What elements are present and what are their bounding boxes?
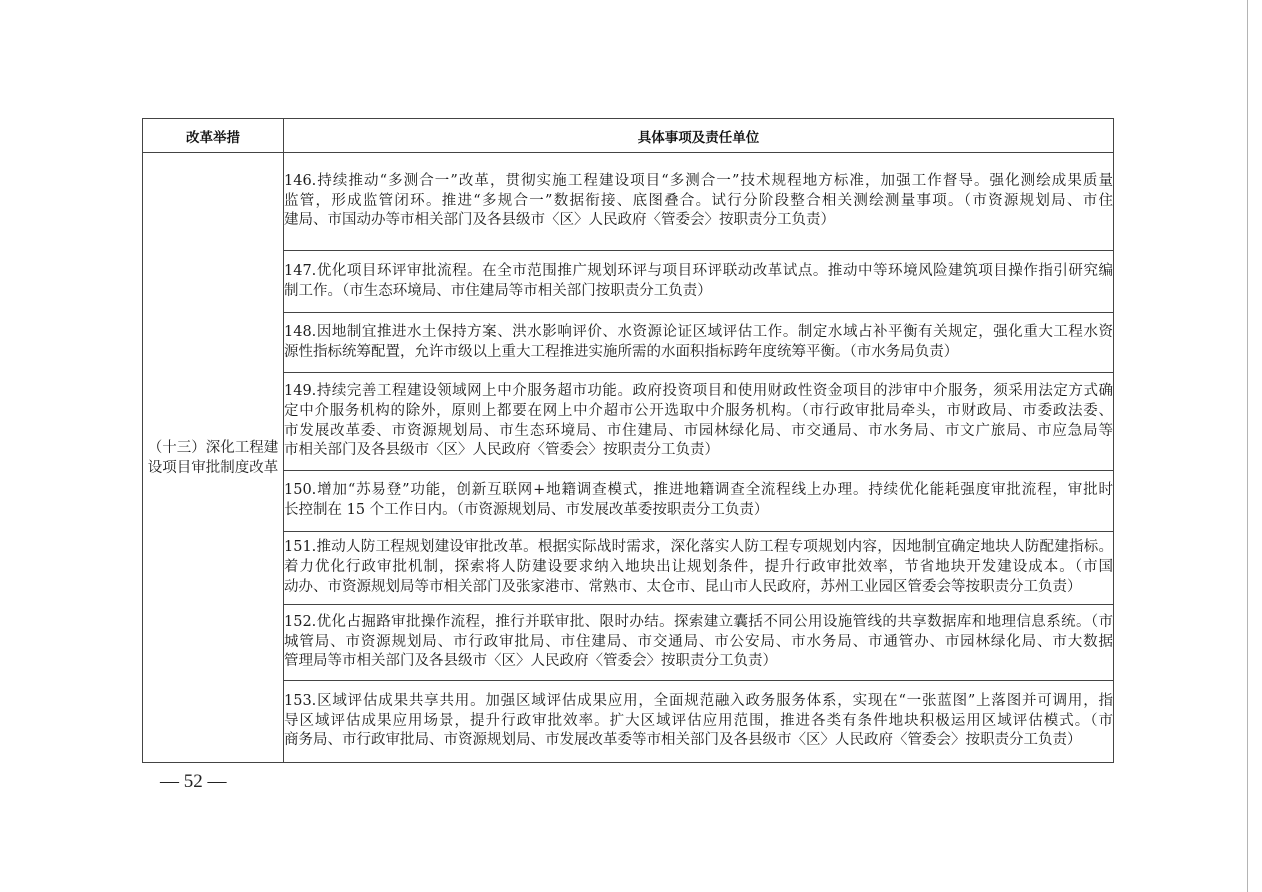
- item-text-line: 147.优化项目环评审批流程。在全市范围推广规划环评与项目环评联动改革试点。推动中等环境风险建筑项目操作指引研究编: [284, 262, 1113, 279]
- table-row: [143, 681, 1114, 763]
- table-row: [143, 313, 1114, 373]
- item-text-line: 151.推动人防工程规划建设审批改革。根据实际战时需求，深化落实人防工程专项规划内容，因地制宜确定地块人防配建指标。: [284, 539, 1113, 556]
- item-cell: [284, 532, 1114, 605]
- header-measure: 改革举措: [143, 119, 284, 153]
- table-row: [143, 532, 1114, 605]
- item-text-line: 152.优化占掘路审批操作流程，推行并联审批、限时办结。探索建立囊括不同公用设施管线的共享数据库和地理信息系统。（市: [284, 613, 1113, 630]
- table-row: [143, 251, 1114, 313]
- item-text-line: 148.因地制宜推进水土保持方案、洪水影响评价、水资源论证区域评估工作。制定水域占补平衡有关规定，强化重大工程水资: [284, 323, 1113, 340]
- item-text-line: 定中介服务机构的除外，原则上都要在网上中介超市公开选取中介服务机构。（市行政审批局牵头，市财政局、市委政法委、: [284, 402, 1113, 419]
- item-text-line: 建局、市国动办等市相关部门及各县级市〈区〉人民政府〈管委会〉按职责分工负责）: [284, 212, 835, 229]
- item-text-line: 149.持续完善工程建设领域网上中介服务超市功能。政府投资项目和使用财政性资金项目的涉审中介服务，须采用法定方式确: [284, 383, 1113, 400]
- item-text-line: 城管局、市资源规划局、市行政审批局、市住建局、市交通局、市公安局、市水务局、市通管办、市园林绿化局、市大数据: [284, 633, 1113, 650]
- table-row: [143, 471, 1114, 532]
- item-text-line: 管理局等市相关部门及各县级市〈区〉人民政府〈管委会〉按职责分工负责）: [284, 653, 777, 670]
- page-edge-line: [1247, 0, 1248, 892]
- item-text-line: 市相关部门及各县级市〈区〉人民政府〈管委会〉按职责分工负责）: [284, 442, 719, 459]
- item-text-line: 146.持续推动“多测合一”改革，贯彻实施工程建设项目“多测合一”技术规程地方标准，加强工作督导。强化测绘成果质量: [284, 172, 1113, 189]
- item-cell: [284, 605, 1114, 681]
- reform-measure-cell: [143, 153, 284, 763]
- item-text-line: 监管，形成监管闭环。推进“多规合一”数据衔接、底图叠合。试行分阶段整合相关测绘测量事项。（市资源规划局、市住: [284, 192, 1113, 209]
- item-text-line: 市发展改革委、市资源规划局、市生态环境局、市住建局、市园林绿化局、市交通局、市水务局、市文广旅局、市应急局等: [284, 422, 1113, 439]
- item-text-line: 150.增加“苏易登”功能，创新互联网+地籍调查模式，推进地籍调查全流程线上办理。持续优化能耗强度审批流程，审批时: [284, 482, 1113, 499]
- item-cell: [284, 313, 1114, 373]
- item-text-line: 导区域评估成果应用场景，提升行政审批效率。扩大区域评估应用范围，推进各类有条件地块积极运用区域评估模式。（市: [284, 712, 1113, 729]
- table-row: [143, 605, 1114, 681]
- page-number: — 52 —: [160, 771, 227, 792]
- item-text-line: 动办、市资源规划局等市相关部门及张家港市、常熟市、太仓市、昆山市人民政府，苏州工业园区管委会等按职责分工负责）: [284, 578, 1082, 595]
- reform-table: [142, 118, 1114, 763]
- table-row: [143, 373, 1114, 471]
- item-text-line: 着力优化行政审批机制，探索将人防建设要求纳入地块出让规划条件，提升行政审批效率，节省地块开发建设成本。（市国: [284, 559, 1113, 576]
- table-header-row: [143, 119, 1114, 153]
- item-cell: [284, 373, 1114, 471]
- reform-measure-line: （十三）深化工程建: [147, 439, 279, 456]
- item-cell: [284, 681, 1114, 763]
- item-text-line: 商务局、市行政审批局、市资源规划局、市发展改革委等市相关部门及各县级市〈区〉人民政府〈管委会〉按职责分工负责）: [284, 732, 1082, 749]
- item-text-line: 153.区域评估成果共享共用。加强区域评估成果应用，全面规范融入政务服务体系，实现在“一张蓝图”上落图并可调用，指: [284, 692, 1113, 709]
- item-text-line: 源性指标统筹配置，允许市级以上重大工程推进实施所需的水面积指标跨年度统筹平衡。（市水务局负责）: [284, 343, 959, 360]
- item-text-line: 长控制在 15 个工作日内。（市资源规划局、市发展改革委按职责分工负责）: [284, 502, 769, 518]
- item-cell: [284, 251, 1114, 313]
- item-cell: [284, 471, 1114, 532]
- item-text-line: 制工作。（市生态环境局、市住建局等市相关部门按职责分工负责）: [284, 282, 712, 299]
- reform-measure-line: 设项目审批制度改革: [147, 459, 279, 476]
- table-row: [143, 153, 1114, 251]
- item-cell: [284, 153, 1114, 251]
- header-details: 具体事项及责任单位: [284, 119, 1114, 153]
